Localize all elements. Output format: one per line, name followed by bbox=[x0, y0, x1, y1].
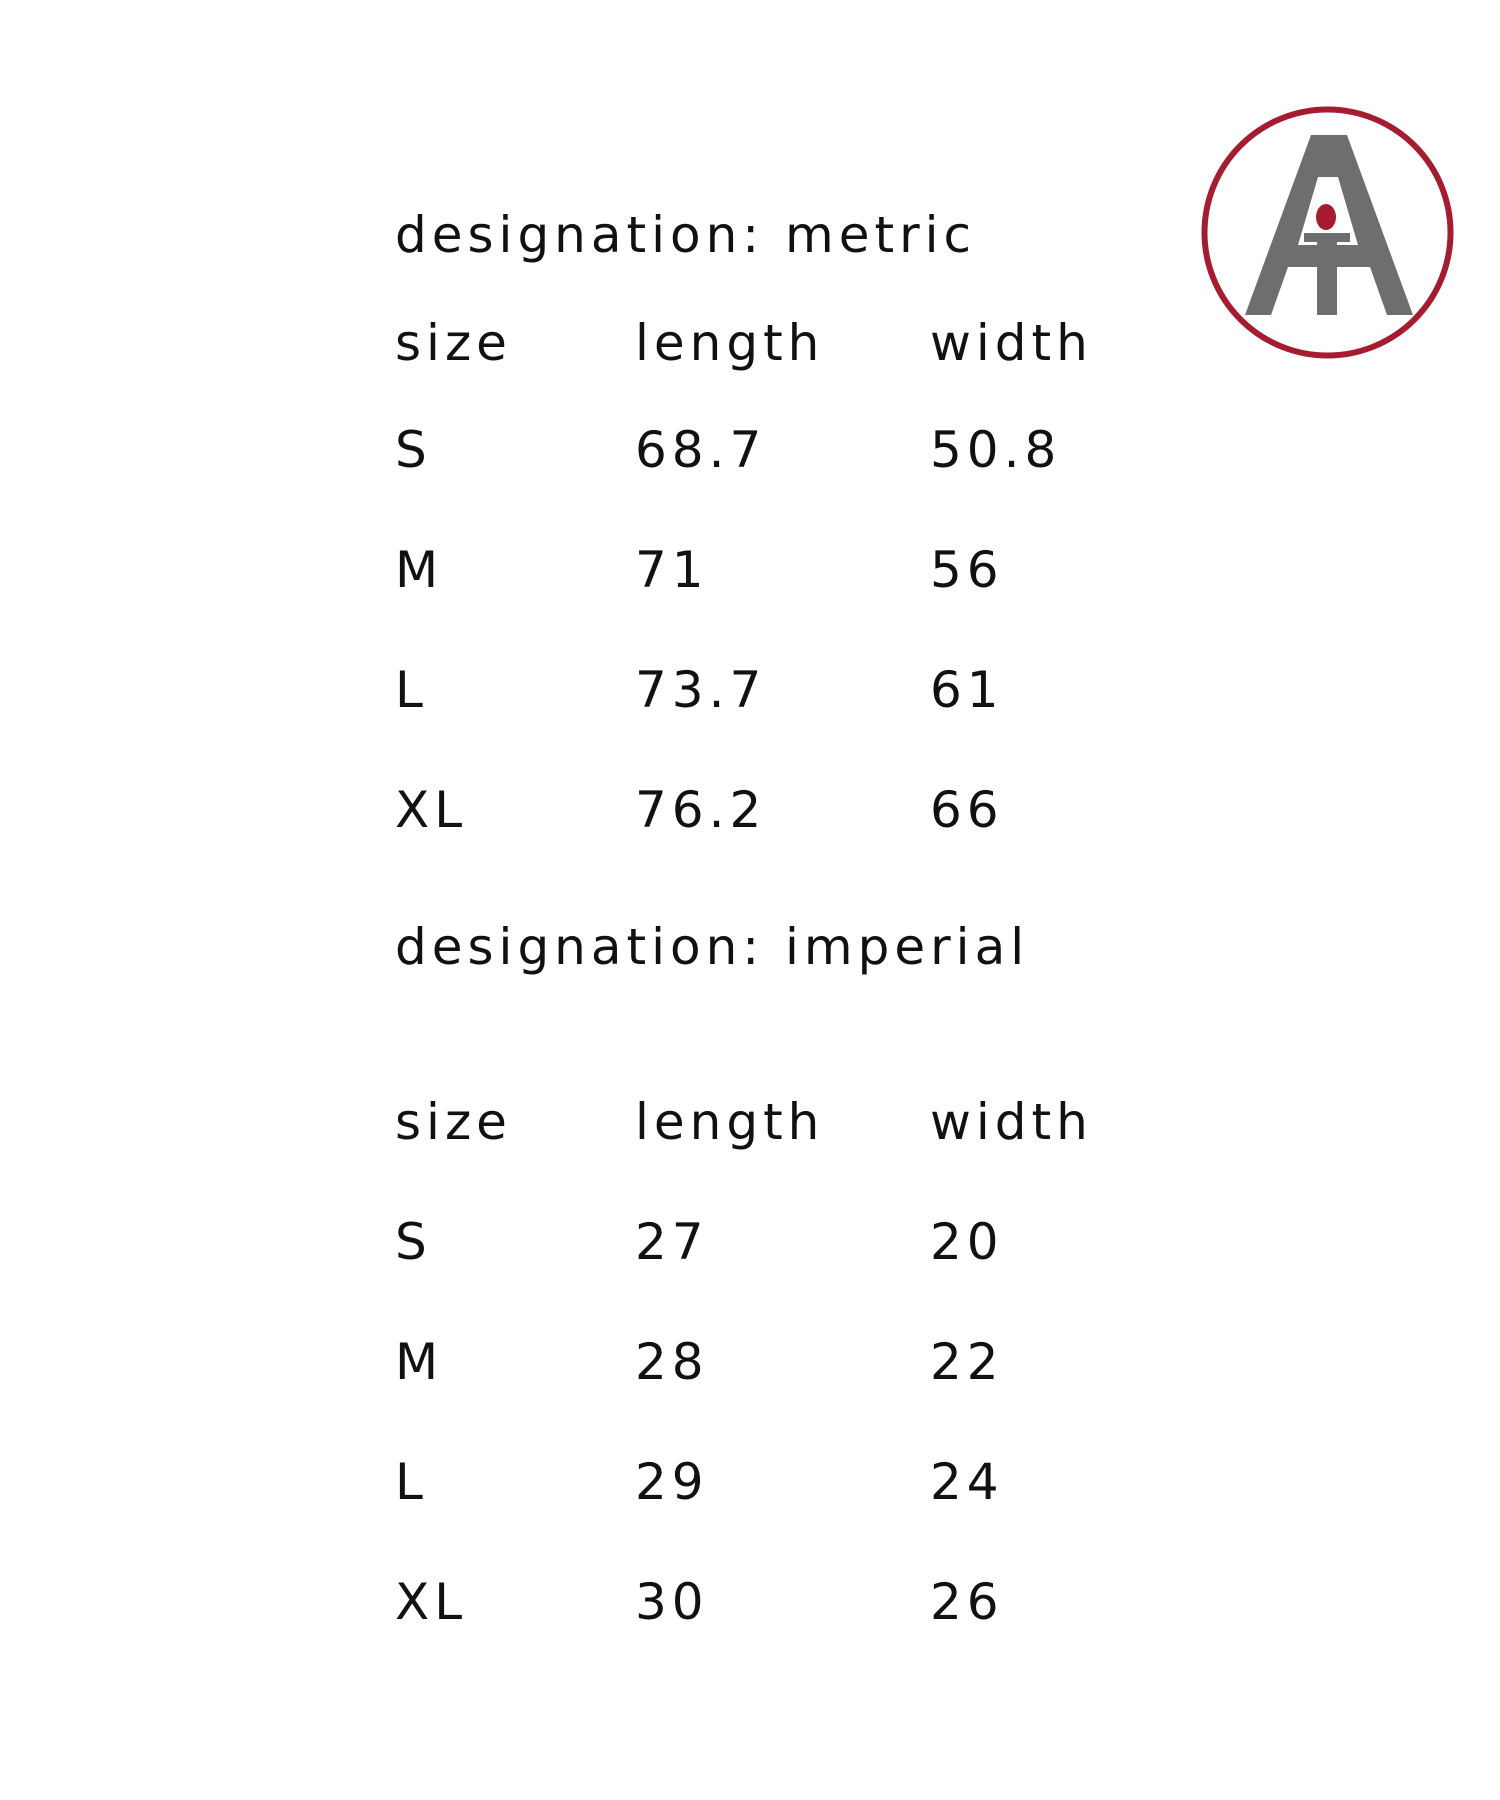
metric-header-size: size bbox=[395, 313, 512, 372]
length-cell: 76.2 bbox=[635, 781, 767, 839]
length-cell: 29 bbox=[635, 1453, 709, 1511]
size-cell: M bbox=[395, 1333, 444, 1391]
table-row bbox=[395, 1182, 1175, 1302]
logo-dot bbox=[1316, 204, 1336, 230]
size-cell: S bbox=[395, 421, 432, 479]
size-cell: XL bbox=[395, 1573, 468, 1631]
size-cell: M bbox=[395, 541, 444, 599]
table-row bbox=[395, 1302, 1175, 1422]
table-row bbox=[395, 1422, 1175, 1542]
size-cell: L bbox=[395, 1453, 428, 1511]
imperial-designation-heading: designation: imperial bbox=[395, 918, 1030, 976]
width-cell: 24 bbox=[930, 1453, 1004, 1511]
length-cell: 28 bbox=[635, 1333, 709, 1391]
length-cell: 73.7 bbox=[635, 661, 767, 719]
table-row bbox=[395, 390, 1175, 510]
length-cell: 68.7 bbox=[635, 421, 767, 479]
width-cell: 66 bbox=[930, 781, 1004, 839]
table-row bbox=[395, 510, 1175, 630]
imperial-header-row bbox=[395, 1062, 1175, 1182]
metric-designation-heading: designation: metric bbox=[395, 206, 977, 264]
table-row bbox=[395, 630, 1175, 750]
width-cell: 56 bbox=[930, 541, 1004, 599]
metric-header-length: length bbox=[635, 313, 825, 372]
table-row bbox=[395, 1542, 1175, 1662]
imperial-header-size: size bbox=[395, 1093, 512, 1151]
table-row bbox=[395, 750, 1175, 870]
length-cell: 27 bbox=[635, 1213, 709, 1271]
metric-size-table bbox=[395, 200, 1175, 870]
width-cell: 20 bbox=[930, 1213, 1004, 1271]
imperial-size-table bbox=[395, 912, 1175, 1662]
length-cell: 71 bbox=[635, 541, 709, 599]
width-cell: 50.8 bbox=[930, 421, 1062, 479]
width-cell: 26 bbox=[930, 1573, 1004, 1631]
imperial-header-width: width bbox=[930, 1093, 1093, 1151]
size-cell: S bbox=[395, 1213, 432, 1271]
metric-header-width: width bbox=[930, 313, 1093, 372]
metric-header-row bbox=[395, 295, 1175, 390]
brand-logo-icon bbox=[1200, 105, 1455, 360]
width-cell: 61 bbox=[930, 661, 1004, 719]
length-cell: 30 bbox=[635, 1573, 709, 1631]
size-cell: L bbox=[395, 661, 428, 719]
size-cell: XL bbox=[395, 781, 468, 839]
logo-stem bbox=[1317, 242, 1337, 315]
brand-logo bbox=[1200, 105, 1455, 360]
width-cell: 22 bbox=[930, 1333, 1004, 1391]
imperial-header-length: length bbox=[635, 1093, 825, 1151]
logo-crossbar bbox=[1304, 233, 1350, 242]
